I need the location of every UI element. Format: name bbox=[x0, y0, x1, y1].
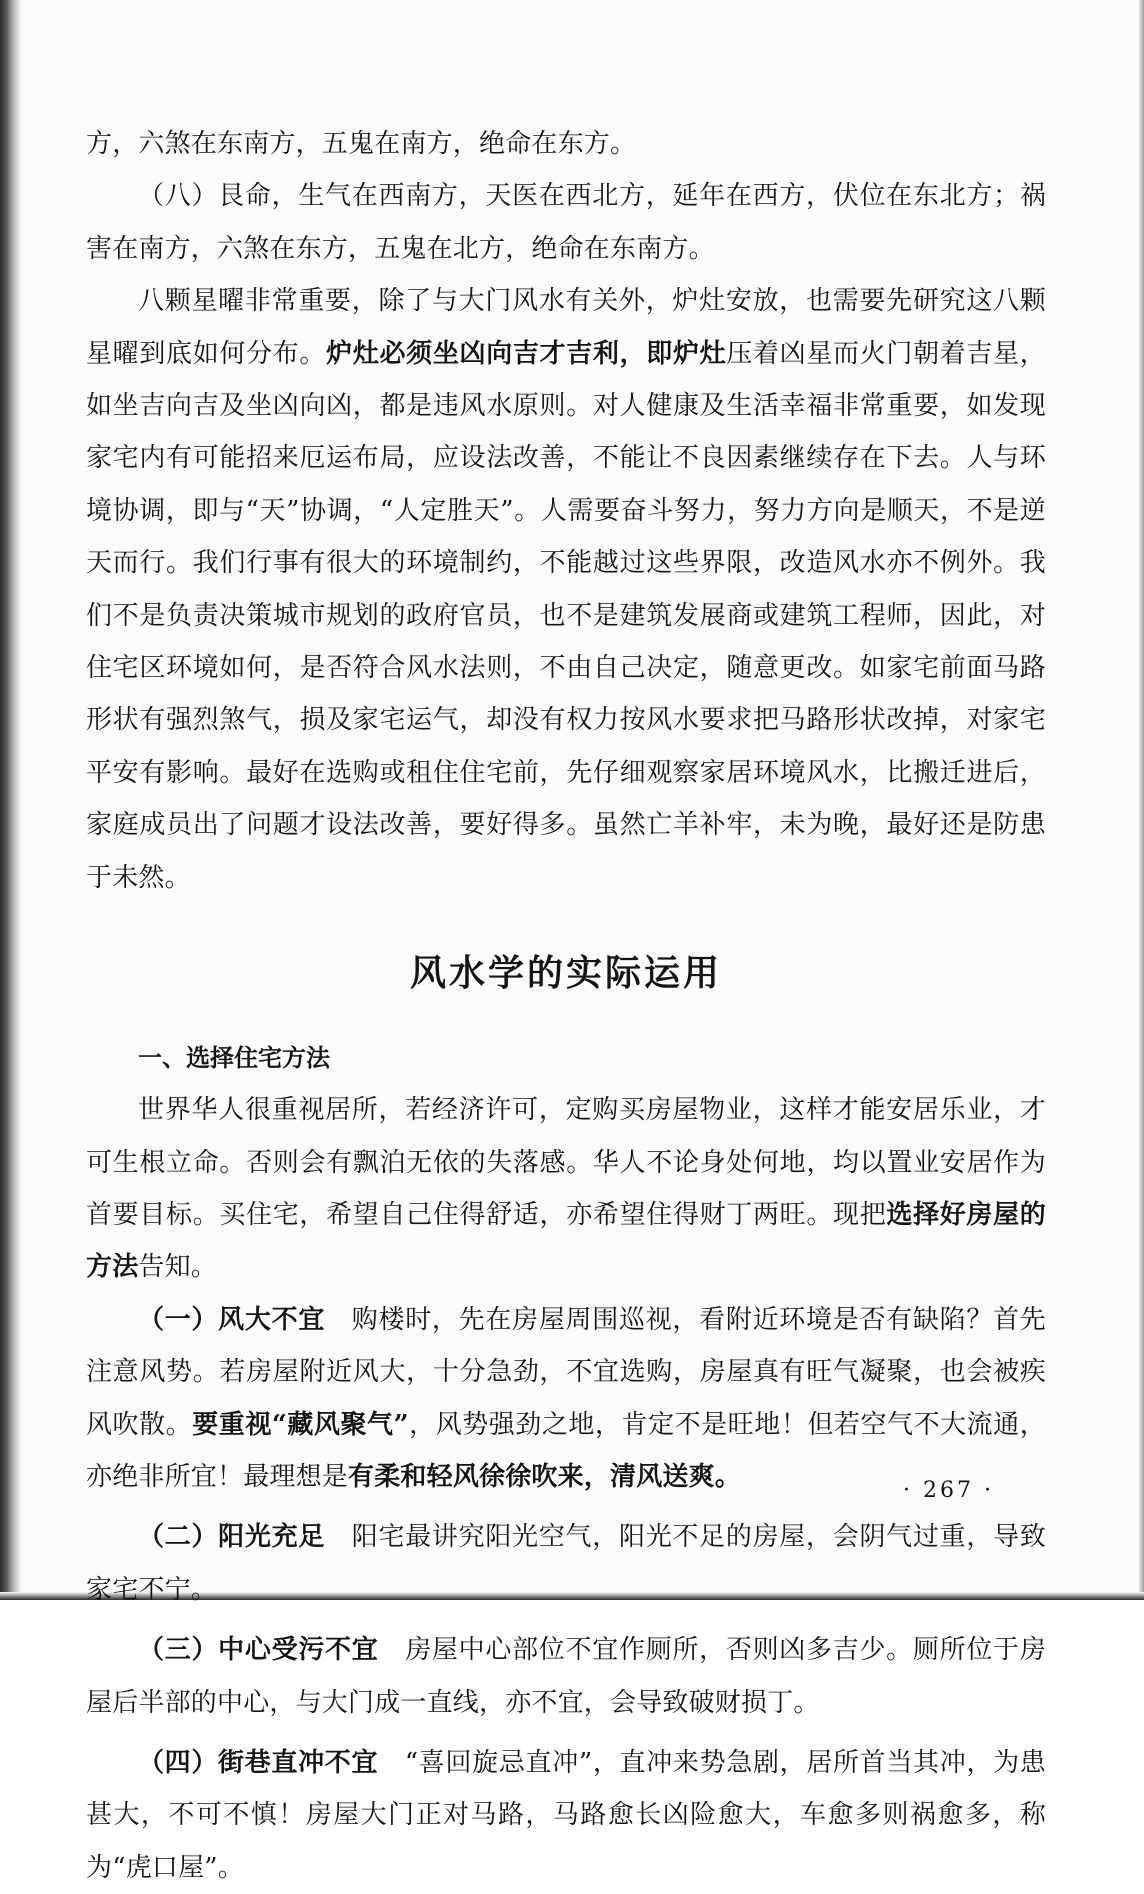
item-center-title: （三）中心受污不宜 bbox=[138, 1635, 379, 1666]
page-content bbox=[86, 118, 1046, 1894]
paragraph-eight-stars bbox=[86, 275, 1046, 904]
item-street bbox=[86, 1737, 1046, 1894]
paragraph-gen-ming: （八）艮命，生气在西南方，天医在西北方，延年在西方，伏位在东北方；祸害在南方，六煞在东方，五鬼在北方，绝命在东南方。 bbox=[86, 181, 1046, 264]
intro-text-a: 世界华人很重视居所，若经济许可，定购买房屋物业，这样才能安居乐业，才可生根立命。否则会有飘泊无依的失落感。华人不论身处何地，均以置业安居作为首要目标。买住宅，希望自己住得舒适，亦希望住得财丁两旺。现把 bbox=[86, 1095, 1046, 1230]
item-wind-emphasis-1: 要重视“藏风聚气” bbox=[192, 1409, 409, 1440]
eight-stars-emphasis: 炉灶必须坐凶向吉才吉利，即炉灶 bbox=[326, 338, 727, 369]
paragraph-intro bbox=[86, 1084, 1046, 1294]
scan-edge-left bbox=[0, 0, 22, 1600]
scan-edge-right bbox=[1138, 0, 1144, 1600]
item-sunlight-title: （二）阳光充足 bbox=[138, 1522, 326, 1553]
item-sunlight-text: 阳宅最讲究阳光空气，阳光不足的房屋，会阴气过重，导致家宅不宁。 bbox=[86, 1522, 1046, 1605]
page-number: · 267 · bbox=[903, 1478, 994, 1503]
intro-emphasis: 选择好房屋的方法 bbox=[86, 1199, 1046, 1283]
item-wind-text-c: ，风势强劲之地，肯定不是旺地！但若空气不大流通，亦绝非所宜！最理想是 bbox=[86, 1409, 1046, 1492]
eight-stars-text-a: 八颗星曜非常重要，除了与大门风水有关外，炉灶安放，也需要先研究这八颗星曜到底如何分布。 bbox=[86, 286, 1046, 369]
paragraph-continued: 方，六煞在东南方，五鬼在南方，绝命在东方。 bbox=[86, 129, 637, 159]
eight-stars-text-c: 压着凶星而火门朝着吉星，如坐吉向吉及坐凶向凶，都是违风水原则。对人健康及生活幸福非常重要，如发现家宅内有可能招来厄运布局，应设法改善，不能让不良因素继续存在下去。人与环境协调，即与“天”协调，“人定胜天”。人需要奋斗努力，努力方向是顺天，不是逆天而行。我们行事有很大的环境制约，不能越过这些界限，改造风水亦不例外。我们不是负责决策城市规划的政府官员，也不是建筑发展商或建筑工程师，因此，对住宅区环境如何，是否符合风水法则，不由自己决定，随意更改。如家宅前面马路形状有强烈煞气，损及家宅运气，却没有权力按风水要求把马路形状改掉，对家宅平安有影响。最好在选购或租住住宅前，先仔细观察家居环境风水，比搬迁进后，家庭成员出了问题才设法改善，要好得多。虽然亡羊补牢，未为晚，最好还是防患于未然。 bbox=[86, 338, 1046, 893]
item-wind-title: （一）风大不宜 bbox=[138, 1304, 326, 1335]
item-wind bbox=[86, 1294, 1046, 1504]
section-title: 风水学的实际运用 bbox=[409, 953, 722, 995]
item-center bbox=[86, 1624, 1046, 1729]
item-street-title: （四）街巷直冲不宜 bbox=[138, 1747, 379, 1778]
intro-text-c: 告知。 bbox=[138, 1252, 218, 1283]
item-center-text: 房屋中心部位不宜作厕所，否则凶多吉少。厕所位于房屋后半部的中心，与大门成一直线，亦不宜，会导致破财损丁。 bbox=[86, 1635, 1046, 1718]
item-wind-text-a: 购楼时，先在房屋周围巡视，看附近环境是否有缺陷？首先注意风势。若房屋附近风大，十分急劲，不宜选购，房屋真有旺气凝聚，也会被疾风吹散。 bbox=[86, 1304, 1046, 1440]
item-street-text: “喜回旋忌直冲”，直冲来势急剧，居所首当其冲，为患甚大，不可不慎！房屋大门正对马路，马路愈长凶险愈大，车愈多则祸愈多，称为“虎口屋”。 bbox=[86, 1747, 1046, 1883]
item-sunlight bbox=[86, 1511, 1046, 1616]
item-wind-emphasis-2: 有柔和轻风徐徐吹来，清风送爽。 bbox=[348, 1461, 742, 1492]
sub-heading: 一、选择住宅方法 bbox=[138, 1044, 330, 1073]
